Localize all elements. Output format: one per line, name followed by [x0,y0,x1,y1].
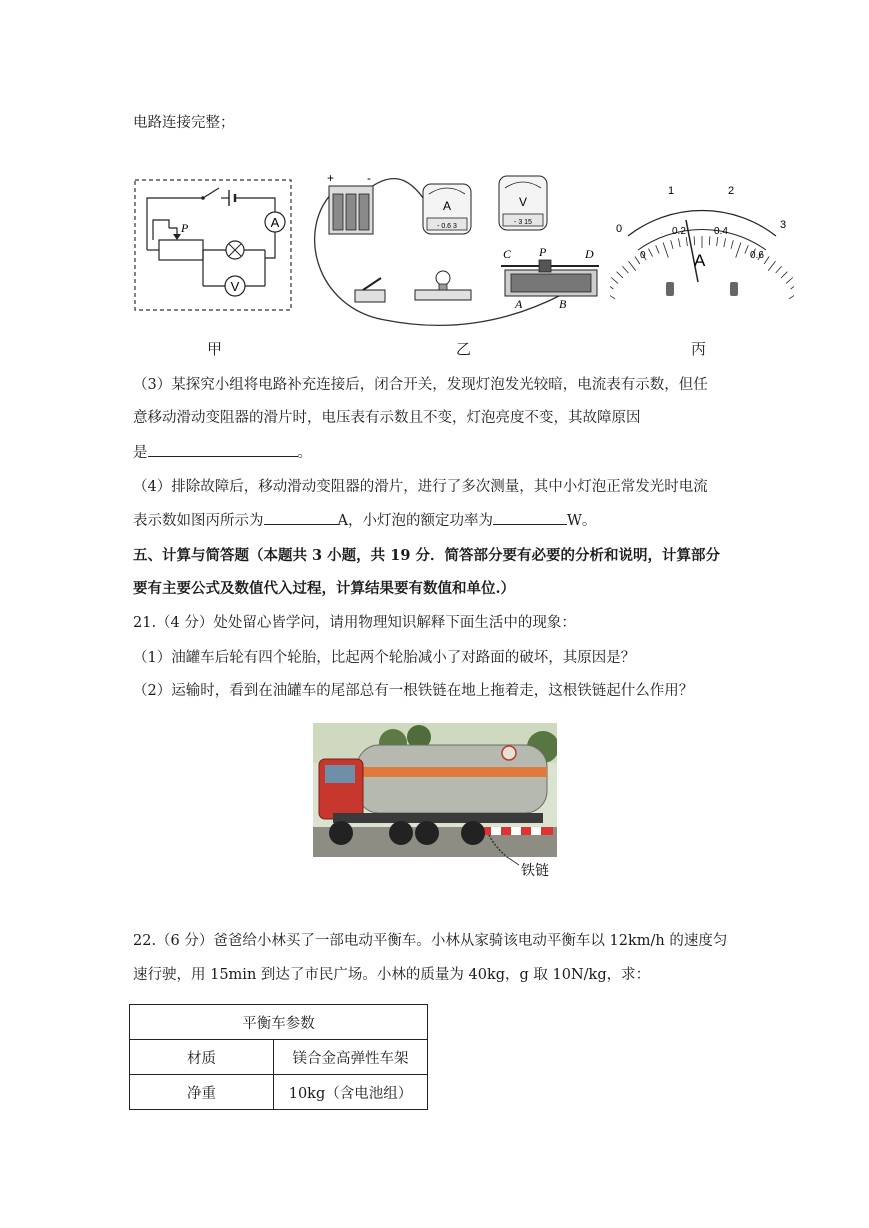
rheostat-c-label: C [503,247,512,261]
inner-tick-1: 0.2 [672,226,686,237]
rheostat-a-label: A [515,297,523,311]
table-row [130,1075,428,1110]
voltmeter-face-label: V [518,195,528,209]
table-row [130,1040,428,1075]
apparatus-diagram-yi [305,148,605,338]
meter-terminal-right [730,282,738,296]
lamp-device [415,271,471,300]
meter-tick [629,261,636,271]
inner-tick-3: 0.6 [750,250,764,261]
circuit-diagram-jia [133,176,295,316]
meter-tick [731,240,733,249]
q3-prefix: 是 [133,445,148,461]
meter-tick [622,266,628,273]
meter-tick [656,245,660,253]
meter-tick [663,243,668,258]
meter-tick [686,237,687,246]
meter-tick [678,238,680,247]
q21-stem: 21.（4 分）处处留心皆学问，请用物理知识解释下面生活中的现象： [133,615,576,631]
meter-tick [717,237,718,246]
q4-power-blank[interactable] [493,510,567,525]
voltmeter-symbol-label: V [230,279,240,294]
meter-tick [791,284,794,290]
q21-part2: （2）运输时，看到在油罐车的尾部总有一根铁链在地上拖着走，这根铁链起什么作用？ [133,683,694,699]
q3-line3 [133,442,312,463]
table-key-weight: 净重 [130,1075,274,1110]
q3-answer-blank[interactable] [148,442,298,457]
meter-tick [694,236,695,245]
q3-line2: 意移动滑动变阻器的滑片时，电压表有示数且不变，灯泡亮度不变，其故障原因 [133,410,641,426]
meter-tick [610,284,613,290]
rheostat-device [501,245,599,311]
q22-line1: 22.（6 分）爸爸给小林买了一部电动平衡车。小林从家骑该电动平衡车以 12km/h 的速度匀 [133,933,728,949]
meter-tick [617,272,623,278]
meter-tick [768,261,775,271]
section5-heading-line2: 要有主要公式及数值代入过程，计算结果要有数值和单位.） [133,580,516,597]
ammeter-instrument [423,184,471,234]
meter-tick [745,245,749,253]
meter-tick [786,278,793,284]
rheostat-p-label: P [539,245,547,259]
meter-tick [736,243,741,258]
q3-line1: （3）某探究小组将电路补充连接后，闭合开关，发现灯泡发光较暗，电流表有示数，但任 [133,377,708,393]
inner-tick-2: 0.4 [714,226,728,237]
ammeter-face-label: A [442,199,452,213]
tanker-truck-photo [313,723,557,881]
q3-suffix: 。 [297,445,312,461]
meter-tick [781,272,787,278]
intro-text: 电路连接完整； [133,115,235,131]
tanker-tank [357,745,547,813]
q21-part1: （1）油罐车后轮有四个轮胎，比起两个轮胎减小了对路面的破坏，其原因是？ [133,650,636,666]
meter-dial-bing [610,178,794,308]
q4-line2 [133,510,596,531]
q22-line2: 速行驶，用 15min 到达了市民广场。小林的质量为 40kg，g 取 10N/kg，求： [133,967,651,983]
q4-text-c: W。 [566,513,597,529]
meter-tick [649,249,653,257]
balance-car-params-table [129,1004,428,1110]
meter-terminal-left [666,282,674,296]
inner-tick-0: 0 [640,250,646,261]
switch-device [355,278,385,302]
rheostat-b-label: B [559,297,567,311]
q4-text-a: 表示数如图丙所示为 [133,513,264,529]
rheostat-d-label: D [585,247,594,261]
caption-bing: 丙 [691,340,707,358]
section5-heading-line1: 五、计算与简答题（本题共 3 小题，共 19 分．简答部分要有必要的分析和说明，计算部分 [133,547,720,564]
caption-yi: 乙 [456,340,472,358]
outer-tick-2: 2 [728,185,735,197]
battery-pack [327,171,373,234]
q4-current-blank[interactable] [264,510,338,525]
table-value-weight: 10kg（含电池组） [274,1075,428,1110]
meter-tick [724,238,726,247]
table-value-material: 镁合金高弹性车架 [274,1040,428,1075]
meter-tick [611,278,618,284]
voltmeter-terminals-label: - 3 15 [514,219,532,226]
slider-p-label: P [181,221,189,235]
battery-minus-label: - [367,171,371,185]
ammeter-terminals-label: - 0.6 3 [437,223,457,230]
table-title: 平衡车参数 [130,1005,428,1040]
outer-tick-3: 3 [780,219,787,231]
meter-tick [709,236,710,245]
caption-jia: 甲 [207,340,223,358]
meter-tick [764,257,769,265]
table-key-material: 材质 [130,1040,274,1075]
battery-plus-label: + [327,171,335,185]
meter-arc [628,210,776,236]
voltmeter-instrument [499,176,547,230]
ammeter-symbol-label: A [270,215,280,230]
outer-tick-0: 0 [616,223,623,235]
q4-text-b: A，小灯泡的额定功率为 [337,513,493,529]
meter-tick [776,266,782,273]
outer-tick-1: 1 [668,185,675,197]
meter-tick [789,290,794,299]
meter-unit-label: A [694,251,706,270]
meter-tick [671,240,673,249]
chain-label: 铁链 [521,863,549,879]
meter-tick [610,290,615,299]
q4-line1: （4）排除故障后，移动滑动变阻器的滑片，进行了多次测量，其中小灯泡正常发光时电流 [133,479,708,495]
